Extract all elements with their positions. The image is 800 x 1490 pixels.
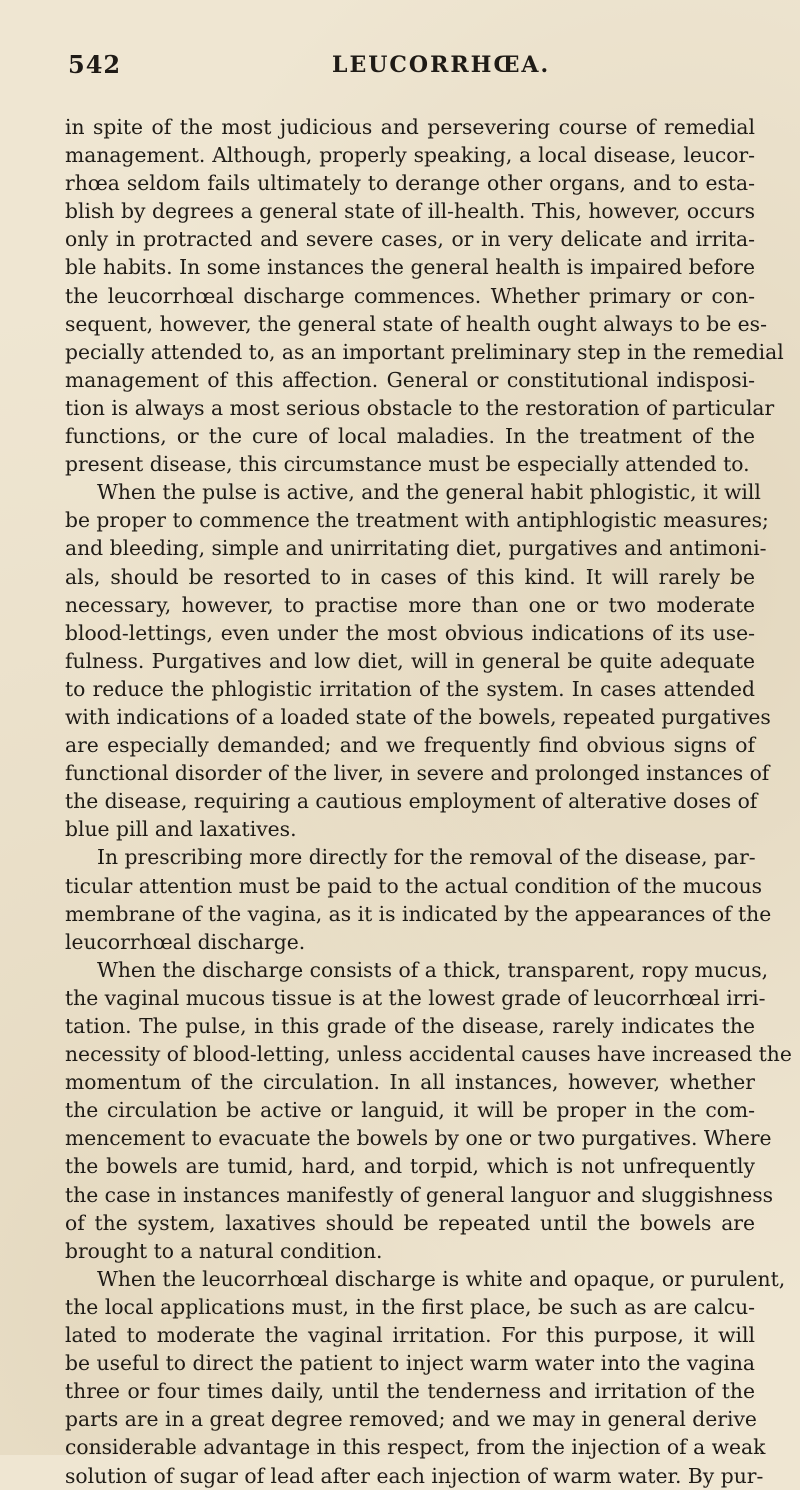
text-line: present disease, this circumstance must be especially attended to. bbox=[65, 452, 750, 477]
text-line: the leucorrhœal discharge commences. Whether primary or con- bbox=[65, 283, 755, 308]
text-line: solution of sugar of lead after each injection of warm water. By pur- bbox=[65, 1463, 764, 1488]
running-head: LEUCORRHŒA. bbox=[332, 52, 551, 78]
page-number: 542 bbox=[68, 50, 122, 79]
text-line: lated to moderate the vaginal irritation. For this purpose, it will bbox=[65, 1323, 755, 1348]
body-text bbox=[65, 113, 792, 1490]
text-line: fulness. Purgatives and low diet, will in general be quite adequate bbox=[65, 648, 755, 673]
text-line: blue pill and laxatives. bbox=[65, 817, 297, 842]
text-line: management. Although, properly speaking, a local disease, leucor- bbox=[65, 143, 755, 168]
text-line: functional disorder of the liver, in severe and prolonged instances of bbox=[65, 761, 770, 786]
text-line: momentum of the circulation. In all instances, however, whether bbox=[65, 1070, 755, 1095]
text-line: tion is always a most serious obstacle to the restoration of particular bbox=[65, 395, 775, 420]
text-line: with indications of a loaded state of the bowels, repeated purgatives bbox=[65, 704, 771, 729]
text-line: functions, or the cure of local maladies. In the treatment of the bbox=[65, 424, 755, 449]
text-line: and bleeding, simple and unirritating diet, purgatives and antimoni- bbox=[65, 536, 767, 561]
text-line: pecially attended to, as an important preliminary step in the remedial bbox=[65, 339, 784, 364]
text-line: membrane of the vagina, as it is indicated by the appearances of the bbox=[65, 901, 772, 926]
text-line: When the leucorrhœal discharge is white and opaque, or purulent, bbox=[97, 1266, 786, 1291]
text-line: blood-lettings, even under the most obvious indications of its use- bbox=[65, 620, 755, 645]
text-line: sequent, however, the general state of health ought always to be es- bbox=[65, 311, 767, 336]
text-line: ticular attention must be paid to the actual condition of the mucous bbox=[65, 873, 763, 898]
text-line: the disease, requiring a cautious employment of alterative doses of bbox=[65, 789, 758, 814]
text-line: be proper to commence the treatment with antiphlogistic measures; bbox=[65, 508, 769, 533]
text-line: the case in instances manifestly of general languor and sluggishness bbox=[65, 1182, 774, 1207]
text-line: blish by degrees a general state of ill-health. This, however, occurs bbox=[65, 199, 755, 224]
text-line: rhœa seldom fails ultimately to derange other organs, and to esta- bbox=[65, 171, 755, 196]
text-line: parts are in a great degree removed; and we may in general derive bbox=[65, 1407, 757, 1432]
text-line: the local applications must, in the first place, be such as are calcu- bbox=[65, 1294, 755, 1319]
text-line: leucorrhœal discharge. bbox=[65, 929, 306, 954]
text-line: mencement to evacuate the bowels by one or two purgatives. Where bbox=[65, 1126, 772, 1151]
text-line: only in protracted and severe cases, or in very delicate and irrita- bbox=[65, 227, 755, 252]
text-line: be useful to direct the patient to inject warm water into the vagina bbox=[65, 1351, 755, 1376]
text-line: When the pulse is active, and the general habit phlogistic, it will bbox=[97, 480, 761, 505]
text-line: tation. The pulse, in this grade of the disease, rarely indicates the bbox=[65, 1014, 755, 1038]
page-header bbox=[68, 50, 740, 86]
text-line: ble habits. In some instances the general health is impaired before bbox=[65, 255, 755, 280]
text-line: necessary, however, to practise more than one or two moderate bbox=[65, 592, 755, 617]
text-line: the vaginal mucous tissue is at the lowest grade of leucorrhœal irri- bbox=[65, 985, 766, 1010]
text-line: to reduce the phlogistic irritation of the system. In cases attended bbox=[65, 676, 755, 701]
text-line: of the system, laxatives should be repeated until the bowels are bbox=[65, 1210, 755, 1235]
text-line: considerable advantage in this respect, from the injection of a weak bbox=[65, 1435, 766, 1460]
text-line: three or four times daily, until the tenderness and irritation of the bbox=[65, 1379, 755, 1404]
text-line: necessity of blood-letting, unless accidental causes have increased the bbox=[65, 1042, 792, 1067]
text-line: management of this affection. General or constitutional indisposi- bbox=[65, 367, 755, 392]
text-line: the circulation be active or languid, it will be proper in the com- bbox=[65, 1098, 755, 1123]
text-line: In prescribing more directly for the removal of the disease, par- bbox=[97, 845, 756, 870]
text-line: als, should be resorted to in cases of this kind. It will rarely be bbox=[65, 564, 755, 589]
text-line: are especially demanded; and we frequently find obvious signs of bbox=[65, 733, 755, 758]
text-line: the bowels are tumid, hard, and torpid, which is not unfrequently bbox=[65, 1154, 755, 1179]
text-line: brought to a natural condition. bbox=[65, 1238, 383, 1263]
text-line: in spite of the most judicious and persevering course of remedial bbox=[65, 115, 755, 139]
text-line: When the discharge consists of a thick, transparent, ropy mucus, bbox=[97, 957, 769, 982]
